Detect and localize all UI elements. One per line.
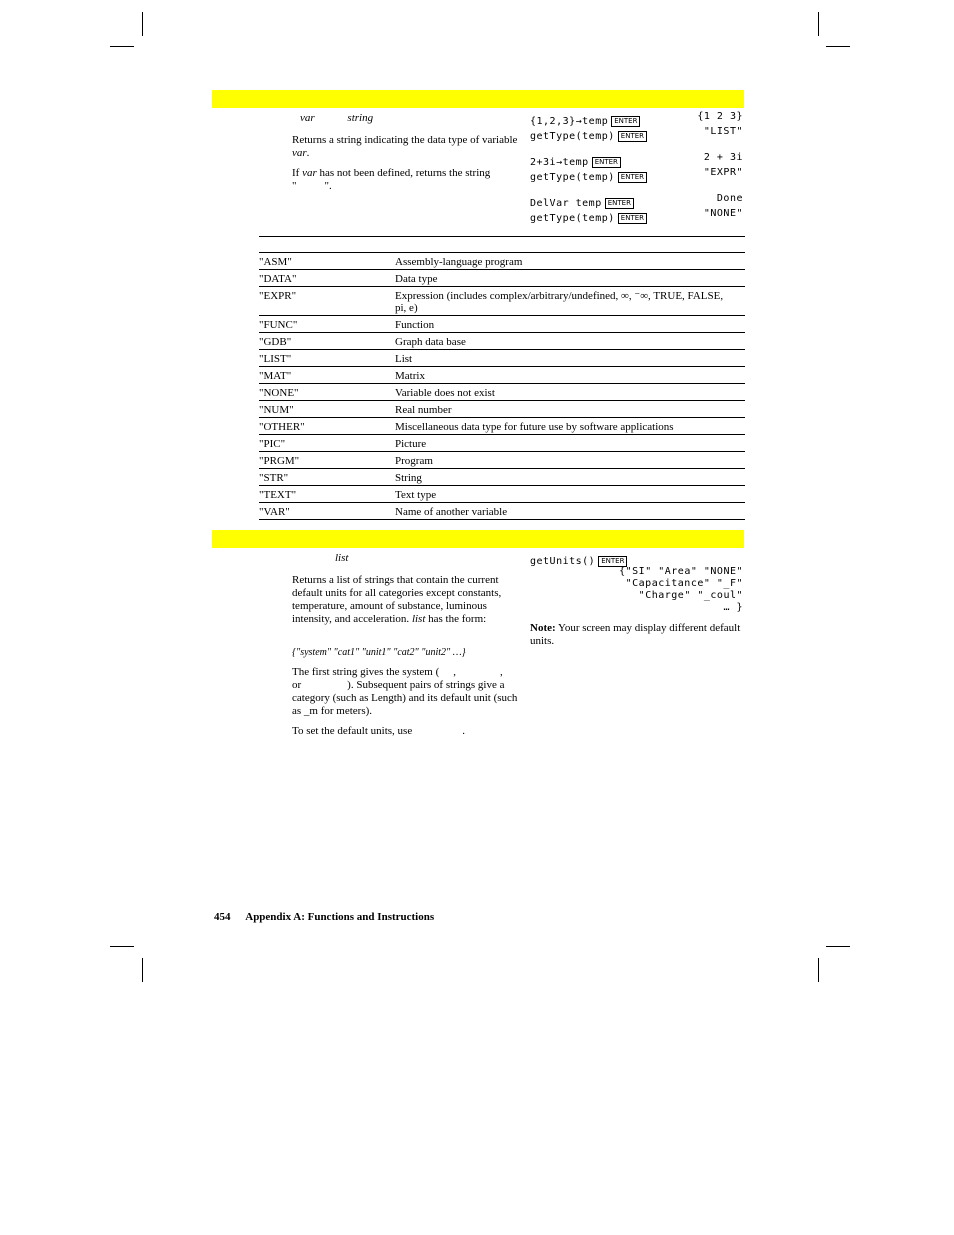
table-row: "NUM" Real number [259, 401, 745, 418]
page-footer [214, 911, 434, 923]
table-row: "OTHER" Miscellaneous data type for future use by software applications [259, 418, 745, 435]
enter-key-icon: ENTER [592, 157, 621, 168]
crop-mark [826, 946, 850, 947]
table-row: "STR" String [259, 469, 745, 486]
gettype-undefined-note: If var has not been defined, returns the string " ". [292, 167, 491, 192]
crop-mark [110, 946, 134, 947]
getunits-set-default: To set the default units, use . [292, 725, 465, 737]
example-line: getType(temp) ENTER "LIST" [530, 126, 743, 142]
table-row: "LIST" List [259, 350, 745, 367]
enter-key-icon: ENTER [605, 198, 634, 209]
getunits-description: Returns a list of strings that contain the current default units for all categories except constants, temperature, amount of substance, luminous intensity, and acceleration. list has the form: [292, 574, 502, 625]
getunits-form: {"system" "cat1" "unit1" "cat2" "unit2" …} [292, 647, 466, 658]
enter-key-icon: ENTER [618, 213, 647, 224]
table-row: "MAT" Matrix [259, 367, 745, 384]
getunits-example [530, 551, 743, 614]
table-row: "PRGM" Program [259, 452, 745, 469]
gettype-examples [530, 111, 743, 223]
enter-key-icon: ENTER [611, 116, 640, 127]
table-row: "FUNC" Function [259, 316, 745, 333]
section-header-gettype [212, 90, 744, 108]
example-line: {1,2,3}→temp ENTER {1 2 3} [530, 111, 743, 127]
gettype-syntax [300, 112, 373, 125]
crop-mark [142, 958, 143, 982]
syntax-result: string [347, 112, 374, 124]
enter-key-icon: ENTER [598, 556, 627, 567]
table-row: "EXPR" Expression (includes complex/arbitrary/undefined, ∞, ⁻∞, TRUE, FALSE, pi, e) [259, 287, 745, 316]
getunits-first-string: The first string gives the system ( , , or ). Subsequent pairs of strings give a category (such as Length) and its default unit (such as _m for meters). [292, 666, 518, 717]
crop-mark [110, 46, 134, 47]
getunits-note: Note: Your screen may display different default units. [530, 622, 741, 647]
example-output-line: "Charge" "_coul" [638, 590, 743, 601]
footer-title: Appendix A: Functions and Instructions [245, 911, 435, 923]
crop-mark [142, 12, 143, 36]
table-row: "DATA" Data type [259, 270, 745, 287]
table-row: "NONE" Variable does not exist [259, 384, 745, 401]
note-label: Note: [530, 622, 556, 634]
example-line: getType(temp) ENTER "NONE" [530, 208, 743, 224]
data-types-table [259, 252, 745, 520]
crop-mark [818, 12, 819, 36]
table-top-rule [259, 236, 745, 237]
table-row: "ASM" Assembly-language program [259, 253, 745, 270]
example-line: getUnits() ENTER [530, 551, 743, 566]
table-row: "GDB" Graph data base [259, 333, 745, 350]
example-output-line: {"SI" "Area" "NONE" [619, 566, 743, 577]
syntax-arg: var [300, 112, 315, 124]
example-output-line: "Capacitance" "_F" [625, 578, 743, 589]
table-row: "TEXT" Text type [259, 486, 745, 503]
example-line: getType(temp) ENTER "EXPR" [530, 167, 743, 183]
enter-key-icon: ENTER [618, 172, 647, 183]
crop-mark [818, 958, 819, 982]
example-line: 2+3i→temp ENTER 2 + 3i [530, 152, 743, 168]
table-row: "PIC" Picture [259, 435, 745, 452]
table-row: "VAR" Name of another variable [259, 503, 745, 520]
enter-key-icon: ENTER [618, 131, 647, 142]
example-output-line: … } [723, 602, 743, 613]
getunits-syntax-result: list [335, 552, 349, 564]
section-header-getunits [212, 530, 744, 548]
example-line: DelVar temp ENTER Done [530, 193, 743, 209]
page-number: 454 [214, 911, 231, 923]
gettype-description: Returns a string indicating the data type of variable var. [292, 134, 518, 159]
crop-mark [826, 46, 850, 47]
